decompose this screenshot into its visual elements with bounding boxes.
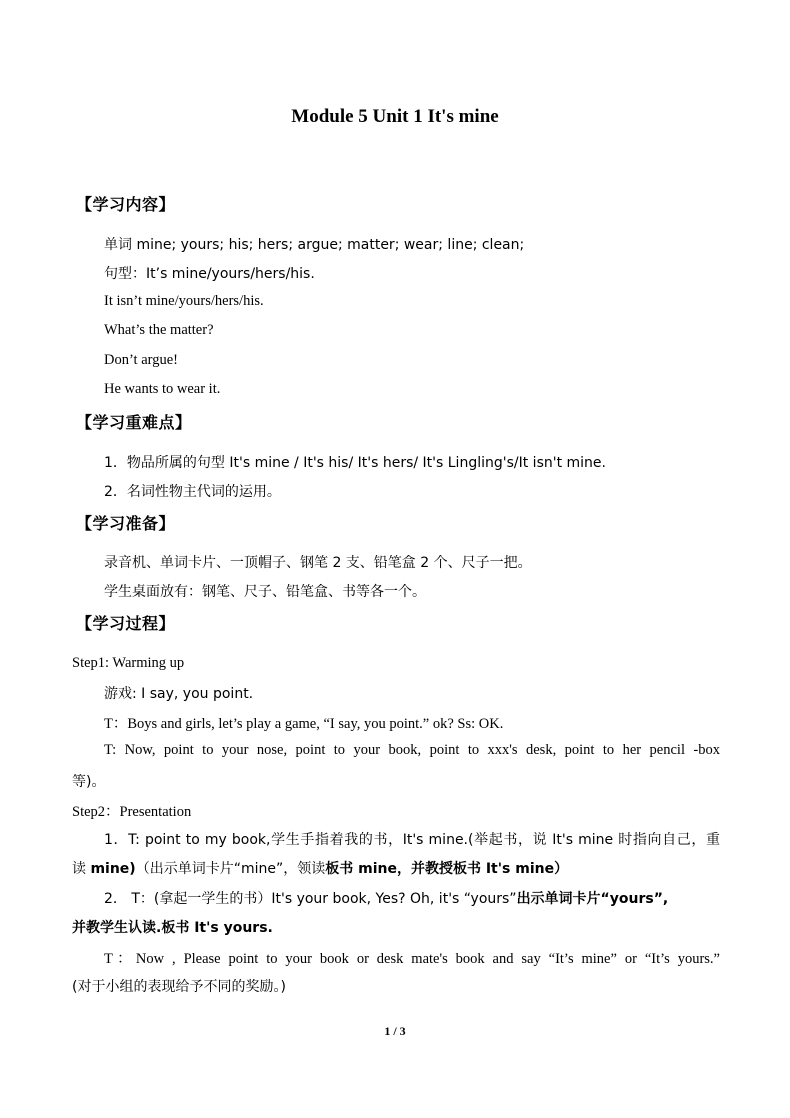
p1b-part3: （出示单词卡片“mine”，领读: [135, 861, 326, 877]
content-line-2: 句型：It’s mine/yours/hers/his.: [104, 266, 315, 282]
step2-label: Step2：Presentation: [72, 804, 192, 820]
prep-line-1: 录音机、单词卡片、一顶帽子、钢笔 2 支、铅笔盒 2 个、尺子一把。: [104, 555, 532, 571]
section-heading-content: 【学习内容】: [76, 195, 176, 214]
focus-line-1: 1．物品所属的句型 It's mine / It's his/ It's hers/ It's Lingling's/It isn't mine.: [104, 455, 606, 471]
p2a-part1: 2． T：(拿起一学生的书）It's your book, Yes? Oh, it's “yours”: [104, 891, 517, 907]
presentation-1-line-b: [72, 858, 568, 878]
content-line-5: Don’t argue!: [104, 352, 178, 368]
p1b-part4: 板书 mine，并教授板书 It's mine）: [325, 861, 569, 877]
page-title: Module 5 Unit 1 It's mine: [291, 106, 499, 127]
content-line-1: 单词 mine; yours; his; hers; argue; matter; wear; line; clean;: [104, 237, 525, 253]
step1-label: Step1: Warming up: [72, 655, 185, 671]
now-line-a: T: Now, point to your nose, point to your book, point to xxx's desk, point to her pencil -box: [104, 742, 720, 758]
prep-line-2: 学生桌面放有：钢笔、尺子、铅笔盒、书等各一个。: [104, 584, 426, 600]
presentation-2-line-b: 并教学生认读.板书 It's yours.: [72, 920, 273, 936]
p1b-part1: 读: [72, 861, 91, 877]
content-line-3: It isn’t mine/yours/hers/his.: [104, 293, 264, 309]
section-heading-focus: 【学习重难点】: [76, 413, 192, 432]
now-line-b: 等)。: [72, 774, 106, 790]
content-line-6: He wants to wear it.: [104, 381, 221, 397]
presentation-1-line-a: 1．T: point to my book,学生手指着我的书，It's mine.(举起书，说 It's mine 时指向自己，重: [104, 832, 720, 848]
section-heading-process: 【学习过程】: [76, 614, 176, 633]
presentation-2-line-a: [104, 888, 668, 908]
page-number: 1 / 3: [384, 1024, 406, 1038]
p2a-part2: 出示单词卡片“yours”,: [516, 891, 669, 907]
presentation-3-line-b: (对于小组的表现给予不同的奖励。): [72, 979, 286, 995]
game-line: 游戏: I say, you point.: [104, 686, 254, 702]
section-heading-prep: 【学习准备】: [76, 514, 176, 533]
p1b-part2: mine): [90, 861, 136, 877]
focus-line-2: 2．名词性物主代词的运用。: [104, 484, 281, 500]
presentation-3-line-a: T：Now , Please point to your book or desk mate's book and say “It’s mine” or “It’s yours.”: [104, 951, 720, 967]
dialog-line: T：Boys and girls, let’s play a game, “I say, you point.” ok? Ss: OK.: [104, 716, 504, 732]
content-line-4: What’s the matter?: [104, 322, 214, 338]
